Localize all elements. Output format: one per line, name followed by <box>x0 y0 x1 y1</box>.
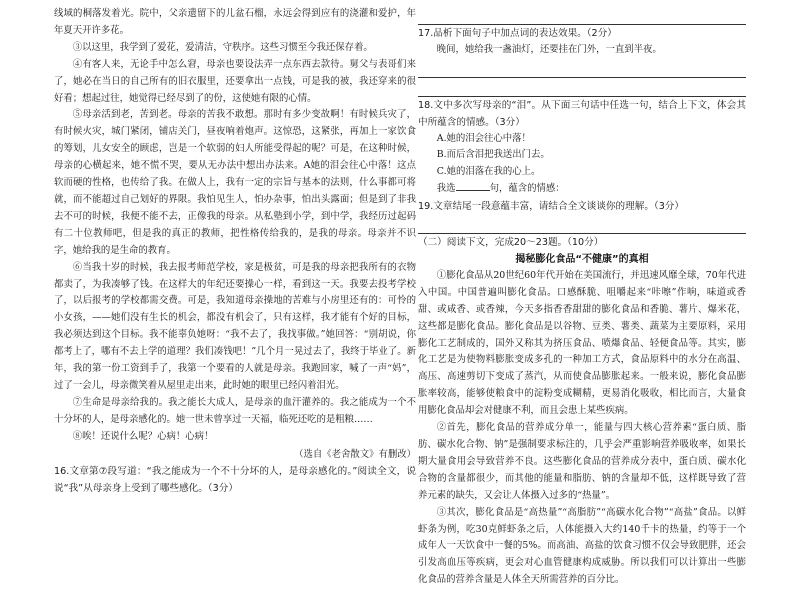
choice-prefix: 我选 <box>436 183 456 195</box>
answer-line[interactable] <box>418 78 746 97</box>
choice-suffix: 句，蕴含的情感： <box>489 183 565 195</box>
answer-line[interactable] <box>418 6 746 25</box>
paragraph-3: ④有客人来，无论手中怎么窘，母亲也要设法弄一点东西去款待。舅父与表哥们来了，她必在当日的自己所有的旧衣服里，还要拿出一点钱，可是我的被，我还穿来的很好看；想起过往，她觉得已经尽到了的份，这使她有限的心情。 <box>54 58 416 104</box>
paragraph-1: 线域的桐落发着光。院中，父亲遗留下的儿盆石榴，永远会得到应有的浇灌和爱护，年年夏天开许多花。 <box>54 8 416 36</box>
paragraph-2: ③以这里，我学到了爱花，爱清洁，守秩序。这些习惯至今我还保存着。 <box>72 41 373 53</box>
article-paragraph-1: ①膨化食品从20世纪60年代开始在美国流行，并迅速风靡全球，70年代进入中国。中国普遍叫膨化食品。口感酥脆、咀嚼起来“咔嚓”作响，味道或香甜、或咸香、或香辣，今天多指香香甜甜的膨化食品和香脆、薯片、爆米花，这些都是膨化食品。膨化食品是以谷物、豆类、薯类、蔬菜为主要原料，采用膨化工艺制成的，国外又称其为挤压食品、喷爆食品、轻便食品等。其实，膨化工艺是为使物料膨胀变成多孔的一种加工方式，食品原料中的水分在高温、高压、高速剪切下变成了蒸汽，从而使食品膨胀起来。一般来说，膨化食品膨胀率较高，能够使粮食中的淀粉变成糊精，更易消化吸收，相比而言，大量食用膨化食品却会对健康不利，而且会患上某些疾病。 <box>418 269 746 417</box>
source-note: （选自《老舍散文》有删改） <box>294 448 416 460</box>
option-b: B.而后含泪把我送出门去。 <box>436 149 550 161</box>
choice-line <box>418 180 746 198</box>
left-column <box>54 6 416 497</box>
question-18: 18.文中多次写母亲的“泪”。从下面三句话中任选一句，结合上下文，体会其中所蕴含的情感。（3分） <box>418 99 746 128</box>
paragraph-5: ⑥当我十岁的时候，我去报考师范学校，家是极贫，可是我的母亲把我所有的衣物都卖了，为我凑够了钱。在这样大的年纪还要操心一样，看到这一天。我要去投考学校了，以后报考的学校都需交费。可是，我知道母亲操地的苦难与小房里还有的：可怜的小女孩，——她们没有生长的机会，都没有机会了，只有这样，我才能有个好的目标，我必须达到这个目标。我不能辜负她呀：“我不去了，我找事做。”她回答：“别胡说，你都考上了，哪有不去上学的道理？我们凑钱吧！”几个月一晃过去了，我终于毕业了。新年，我的第一份工资到手了，我第一个要看的人就是母亲。我跑回家，喊了一声“妈”，过了一会儿，母亲微笑着从屋里走出来，此时她的眼里已经闪着泪光。 <box>54 261 416 391</box>
question-17-quote: 晚间，她给我一盏油灯，还要挂在门外，一直到半夜。 <box>436 44 662 55</box>
option-a: A.她的泪会往心中落！ <box>436 132 531 144</box>
section-header: （二）阅读下文，完成20～23题。（10分） <box>418 236 604 248</box>
question-17: 17.品析下面句子中加点词的表达效果。（2分） <box>418 28 617 39</box>
question-19: 19.文章结尾一段意蕴丰富，请结合全文谈谈你的理解。（3分） <box>418 200 684 212</box>
choice-blank[interactable] <box>456 180 490 191</box>
article-title: 揭秘膨化食品“不健康”的真相 <box>515 253 649 265</box>
paragraph-4: ⑤母亲活到老，苦到老。母亲的苦我不敢想。那时有多少变故啊！有时候兵灾了，有时候火灾，城门紧闭，铺店关门，昼夜响着炮声。这惊恐，这紧张，再加上一家饮食的筹划，儿女安全的顾虑，岂是一个软弱的妇人所能受得起的呢？可是，在这种时候，母亲的心横起来，她不慌不哭，要从无办法中想出办法来。A她的泪会往心中落！这点软而硬的性格，也传给了我。在做人上，我有一定的宗旨与基本的法则，什么事都可将就，而不能超过自己划好的界限。我怕见生人，怕办杂事，怕出头露面；但是到了非我去不可的时候，我便不能不去，正像我的母亲。从私塾到小学，到中学，我经历过起码有二十位教师吧，但是我的真正的教师，把性格传给我的，是我的母亲。母亲并不识字，她给我的是生命的教育。 <box>54 109 416 256</box>
option-c: C.她的泪落在我的心上。 <box>436 165 541 177</box>
article-paragraph-2: ②首先，膨化食品的营养成分单一，能量与四大核心营养素“蛋白质、脂肪、碳水化合物、钠”是强制要求标注的，几乎会严重影响营养吸收率，如果长期大量食用会导致营养不良。这些膨化食品的营养成分表中，蛋白质、碳水化合物的含量都很少，而其他的能量和脂肪、钠的含量却不低，这样既导致了营养元素的缺失，又会让人体摄入过多的“热量”。 <box>418 422 746 501</box>
article-paragraph-3: ③其次，膨化食品是“高热量”“高脂肪”“高碳水化合物”“高盐”食品。以鲜虾条为例，吃30克鲜虾条之后，人体能摄入大约140千卡的热量，约等于一个成年人一天饮食中一餐的5%。而高油、高盐的饮食习惯不仅会导致肥胖，还会引发高血压等疾病，更会对心血管健康构成威胁。所以我们可以计算出一些膨化食品的营养含量是人体全天所需营养的百分比。 <box>418 506 746 586</box>
answer-line[interactable] <box>418 215 746 234</box>
paragraph-7: ⑧唉！还说什么呢？心病！心病！ <box>72 430 214 442</box>
paragraph-6: ⑦生命是母亲给我的。我之能长大成人，是母亲的血汗灌养的。我之能成为一个不十分坏的人，是母亲感化的。她一世未曾享过一天福，临死还吃的是粗粮…… <box>54 396 416 425</box>
question-16: 16.文章第⑦段写道：“我之能成为一个不十分坏的人，是母亲感化的。”阅读全文，说说“我”从母亲身上受到了哪些感化。（3分） <box>54 465 416 494</box>
right-column <box>418 6 746 589</box>
answer-line[interactable] <box>418 59 746 78</box>
